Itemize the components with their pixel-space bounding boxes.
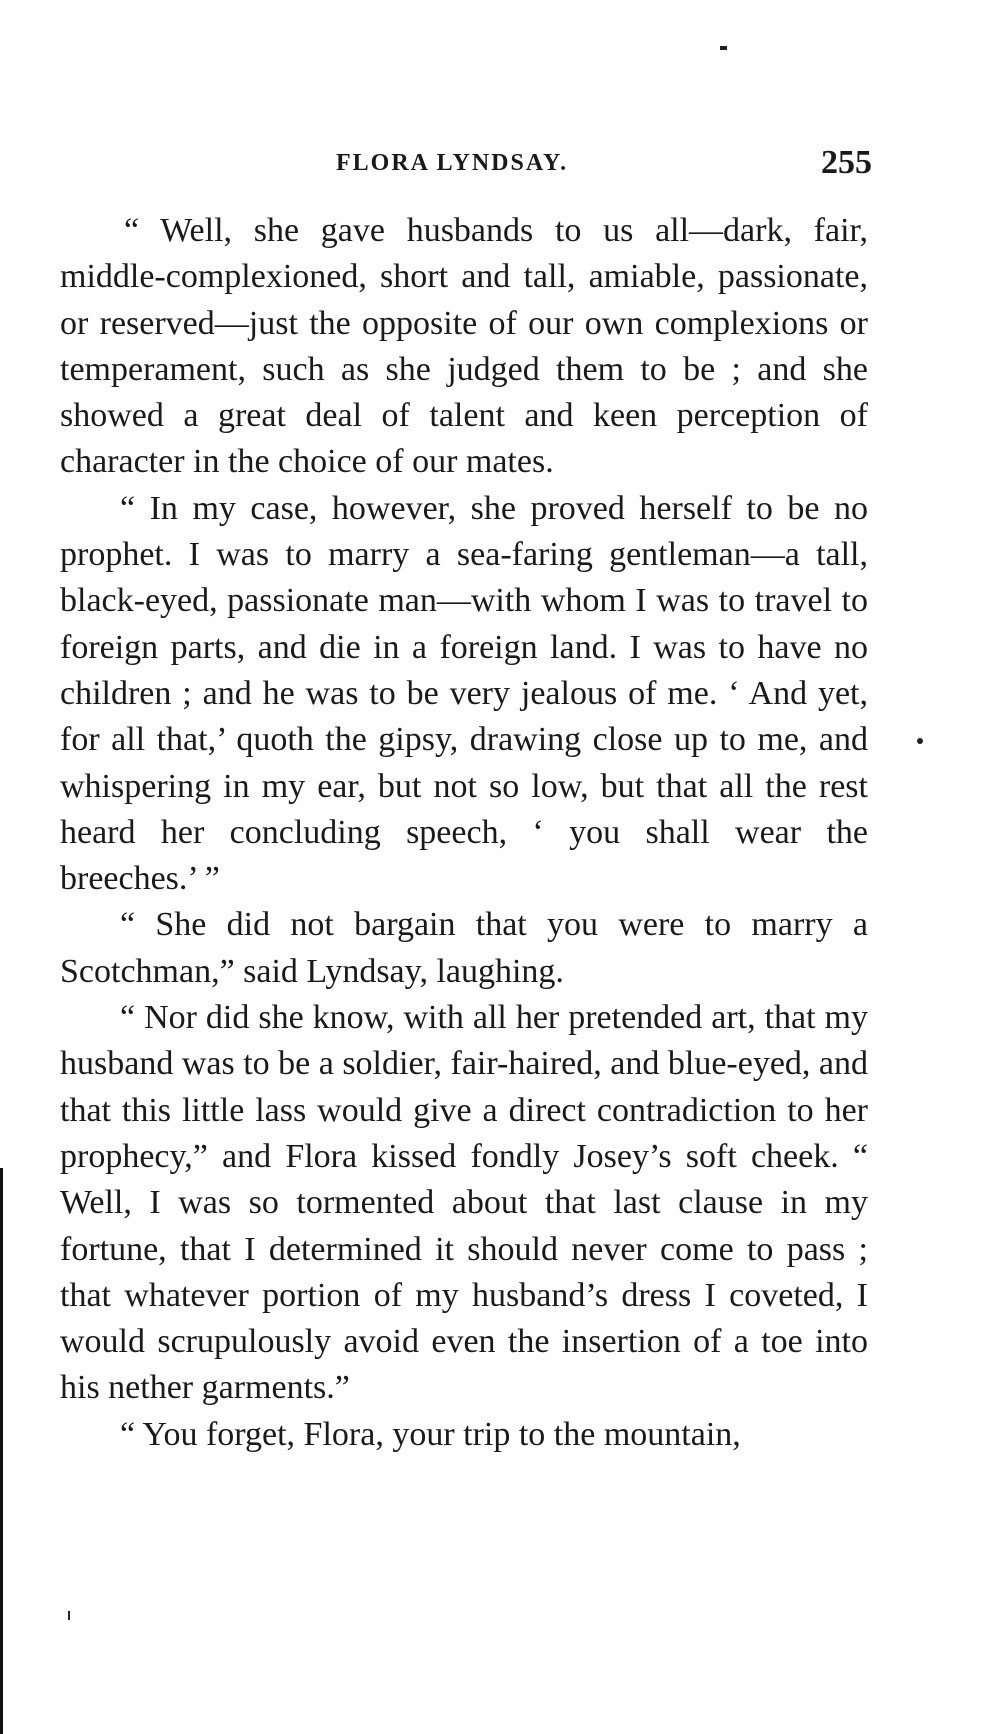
scan-speck-top [720,46,727,50]
paragraph-1: “ Well, she gave husbands to us all—dark, fair, middle-complexioned, short and tall, amiable, passionate, or reserved—just the opposite of our own complexions or temperament, such as she judged them to be ; and she showed a great deal of talent and keen perception of character in the choice of our mates. [60,212,868,481]
paragraph-2: “ In my case, however, she proved herself to be no prophet. I was to marry a sea-faring gentleman—a tall, black-eyed, passionate man—with whom I was to travel to foreign parts, and die in a foreign land. I was to have no children ; and he was to be very jealous of me. ‘ And yet, for all that,’ quoth the gipsy, drawing close up to me, and whispering in my ear, but not so low, but that all the rest heard her concluding speech, ‘ you shall wear the breeches.’ ” [60,489,868,898]
paragraph-5: “ You forget, Flora, your trip to the mountain, [120,1415,741,1453]
paragraph-3: “ She did not bargain that you were to marry a Scotchman,” said Lyndsay, laughing. [60,906,868,990]
paragraph-4: “ Nor did she know, with all her pretended art, that my husband was to be a soldier, fair-haired, and blue-eyed, and that this little lass would give a direct contradiction to her prophecy,” and Flora kissed fondly Josey’s soft cheek. “ Well, I was so tormented about that last clause in my fortune, that I determined it should never come to pass ; that whatever portion of my husband’s dress I coveted, I would scrupulously avoid even the insertion of a toe into his nether garments.” [60,999,868,1407]
running-head: FLORA LYNDSAY. [336,150,569,176]
page-edge-shadow [0,1168,3,1734]
body-text [60,208,868,1458]
page-number: 255 [821,144,872,181]
page-header [60,146,880,196]
scan-speck-right [917,738,923,744]
scan-speck-left [68,1611,70,1620]
